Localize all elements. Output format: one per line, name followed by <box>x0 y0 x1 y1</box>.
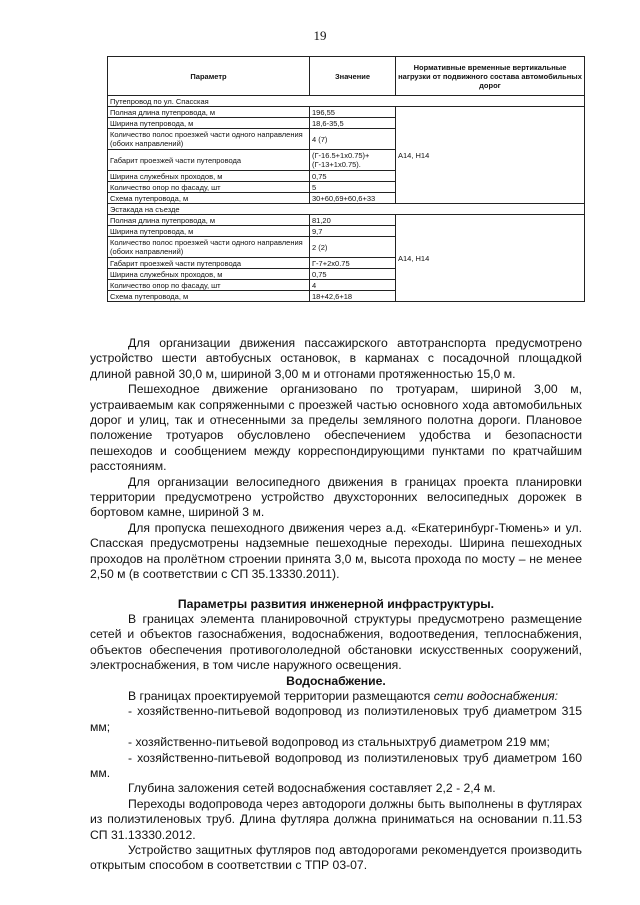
table-cell-value: 0,75 <box>310 171 396 182</box>
table-cell-value: 18+42,6+18 <box>310 291 396 302</box>
paragraph-sidewalks: Пешеходное движение организовано по тротуарам, шириной 3,00 м, устраиваемым как сопряженными с проезжей частью основного хода автомобильных дорог и улиц, так и отнесенными за пределы земляного полотна дороги. Плановое положение тротуаров обусловлено обеспечением удобства и безопасности пешеходов и сообщением между корреспондирующими пунктами по кратчайшим расстояниям. <box>90 382 582 474</box>
table-cell-parameter: Полная длина путепровода, м <box>108 107 310 118</box>
table-cell-value: 0,75 <box>310 269 396 280</box>
table-cell-value: 81,20 <box>310 215 396 226</box>
table-cell-load: А14, Н14 <box>396 107 585 204</box>
body-text <box>90 336 582 874</box>
heading-water-supply: Водоснабжение. <box>286 673 386 688</box>
paragraph-bicycle: Для организации велосипедного движения в границах проекта планировки территории предусмотрено устройство двухсторонних велосипедных дорожек в бортовом камне, шириной 3 м. <box>90 474 582 520</box>
table-section-title: Эстакада на съезде <box>108 204 585 215</box>
table-cell-parameter: Ширина служебных проходов, м <box>108 171 310 182</box>
table-cell-parameter: Габарит проезжей части путепровода <box>108 150 310 171</box>
paragraph-infrastructure: В границах элемента планировочной структуры предусмотрено размещение сетей и объектов газоснабжения, водоснабжения, водоотведения, теплоснабжения, объектов обеспечения противогололедной обстановки искусственных сооружений, электроснабжения, в том числе наружного освещения. <box>90 611 582 673</box>
table-cell-parameter: Схема путепровода, м <box>108 193 310 204</box>
table-cell-parameter: Количество опор по фасаду, шт <box>108 182 310 193</box>
table-cell-value: 30+60,69+60,6+33 <box>310 193 396 204</box>
table-cell-parameter: Количество опор по фасаду, шт <box>108 280 310 291</box>
heading-infrastructure: Параметры развития инженерной инфраструктуры. <box>177 596 495 611</box>
table-cell-parameter: Габарит проезжей части путепровода <box>108 258 310 269</box>
paragraph-casings: Переходы водопровода через автодороги должны быть выполнены в футлярах из полиэтиленовых труб. Длина футляра должна приниматься на основании п.11.53 СП 31.13330.2012. <box>90 796 582 842</box>
table-cell-value: 2 (2) <box>310 237 396 258</box>
paragraph-depth: Глубина заложения сетей водоснабжения составляет 2,2 - 2,4 м. <box>128 781 496 796</box>
table-cell-parameter: Полная длина путепровода, м <box>108 215 310 226</box>
table-section-row <box>108 96 585 107</box>
table-cell-value: 196,55 <box>310 107 396 118</box>
water-networks-lead: В границах проектируемой территории размещаются <box>128 688 434 703</box>
header-load: Нормативные временные вертикальные нагрузки от подвижного состава автомобильных дорог <box>396 57 585 96</box>
table-cell-parameter: Ширина служебных проходов, м <box>108 269 310 280</box>
table-cell-parameter: Ширина путепровода, м <box>108 118 310 129</box>
table-cell-value: Г-7+2х0.75 <box>310 258 396 269</box>
page-number: 19 <box>313 28 327 43</box>
paragraph-bus-stops: Для организации движения пассажирского автотранспорта предусмотрено устройство шести автобусных остановок, в карманах с посадочной площадкой длиной равной 30,0 м, шириной 3,00 м и отгонами протяженностью 15,0 м. <box>90 336 582 381</box>
list-item-pipe-219: - хозяйственно-питьевой водопровод из стальныхтруб диаметром 219 мм; <box>128 735 550 750</box>
table-body <box>108 96 585 302</box>
table-section-row <box>108 204 585 215</box>
list-item-pipe-160: - хозяйственно-питьевой водопровод из полиэтиленовых труб диаметром 160 мм. <box>90 750 582 780</box>
water-networks-emphasis: сети водоснабжения: <box>433 688 559 703</box>
table-cell-parameter: Количество полос проезжей части одного направления (обоих направлений) <box>108 237 310 258</box>
paragraph-water-networks <box>90 689 582 704</box>
table-cell-load: А14, Н14 <box>396 215 585 302</box>
table-cell-value: 9,7 <box>310 226 396 237</box>
table-section-title: Путепровод по ул. Спасская <box>108 96 585 107</box>
parameters-table <box>107 56 585 302</box>
list-item-pipe-315: - хозяйственно-питьевой водопровод из полиэтиленовых труб диаметром 315 мм; <box>90 704 582 734</box>
table-cell-parameter: Ширина путепровода, м <box>108 226 310 237</box>
table-row <box>108 215 585 226</box>
header-value: Значение <box>310 57 396 96</box>
table-cell-value: 4 <box>310 280 396 291</box>
paragraph-pedestrian-crossings: Для пропуска пешеходного движения через а.д. «Екатеринбург-Тюмень» и ул. Спасская предусмотрены надземные пешеходные переходы. Ширина пешеходных проходов на пролётном строении принята 3,0 м, высота прохода по мосту – не менее 2,50 м (в соответствии с СП 35.13330.2011). <box>90 520 582 582</box>
header-parameter: Параметр <box>108 57 310 96</box>
table-cell-value: 5 <box>310 182 396 193</box>
table-header-row <box>108 57 585 96</box>
table-row <box>108 107 585 118</box>
table-cell-value: 4 (7) <box>310 129 396 150</box>
table-cell-value: 18,6-35,5 <box>310 118 396 129</box>
table-cell-parameter: Схема путепровода, м <box>108 291 310 302</box>
table-cell-parameter: Количество полос проезжей части одного направления (обоих направлений) <box>108 129 310 150</box>
paragraph-casing-method: Устройство защитных футляров под автодорогами рекомендуется производить открытым способом в соответствии с ТПР 03-07. <box>90 843 582 873</box>
table-cell-value: (Г-16.5+1х0.75)+ (Г-13+1х0.75). <box>310 150 396 171</box>
